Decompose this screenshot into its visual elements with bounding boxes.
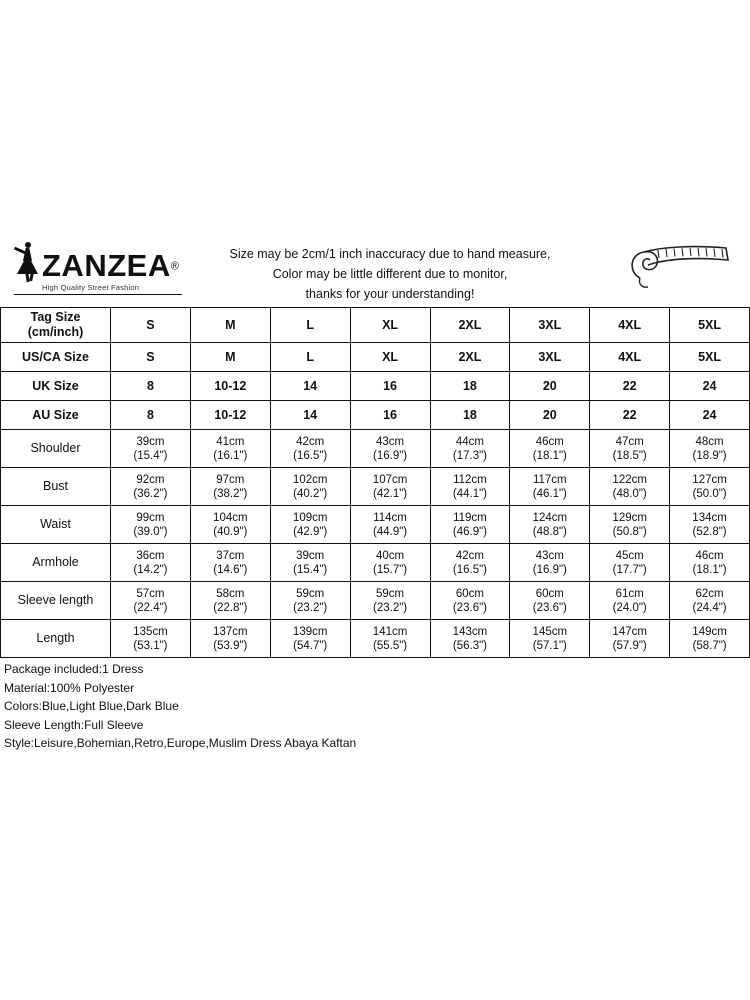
cell: 46cm (18.1") (510, 430, 590, 468)
registered-mark: ® (170, 260, 179, 273)
info-colors: Colors:Blue,Light Blue,Dark Blue (4, 699, 179, 713)
cell: 62cm (24.4") (670, 582, 750, 620)
cell: 61cm (24.0") (590, 582, 670, 620)
row-header-au-size: AU Size (1, 401, 111, 430)
cell: 22 (590, 401, 670, 430)
cell: XL (350, 343, 430, 372)
cell: M (190, 308, 270, 343)
cell: 14 (270, 372, 350, 401)
cell: 39cm (15.4") (270, 544, 350, 582)
cell: 99cm (39.0") (111, 506, 191, 544)
cell: L (270, 343, 350, 372)
cell: S (111, 343, 191, 372)
measuring-tape-icon (622, 238, 732, 300)
table-row-tag-size (1, 308, 750, 343)
cell: 14 (270, 401, 350, 430)
cell: 5XL (670, 343, 750, 372)
cell: L (270, 308, 350, 343)
cell: 97cm (38.2") (190, 468, 270, 506)
row-header-armhole: Armhole (1, 544, 111, 582)
cell: 39cm (15.4") (111, 430, 191, 468)
cell: S (111, 308, 191, 343)
cell: XL (350, 308, 430, 343)
cell: 44cm (17.3") (430, 430, 510, 468)
cell: 10-12 (190, 401, 270, 430)
cell: 3XL (510, 343, 590, 372)
cell: 147cm (57.9") (590, 620, 670, 658)
size-chart-card (0, 232, 750, 757)
cell: 24 (670, 401, 750, 430)
cell: 57cm (22.4") (111, 582, 191, 620)
brand-logo (14, 240, 214, 300)
cell: 45cm (17.7") (590, 544, 670, 582)
cell: 5XL (670, 308, 750, 343)
row-header-tag-size: Tag Size (cm/inch) (1, 308, 111, 343)
cell: 58cm (22.8") (190, 582, 270, 620)
info-package: Package included:1 Dress (4, 662, 144, 676)
cell: 24 (670, 372, 750, 401)
cell: 16 (350, 372, 430, 401)
cell: 143cm (56.3") (430, 620, 510, 658)
row-header-uk-size: UK Size (1, 372, 111, 401)
cell: 40cm (15.7") (350, 544, 430, 582)
cell: 20 (510, 401, 590, 430)
size-table (0, 307, 750, 658)
cell: 60cm (23.6") (430, 582, 510, 620)
table-row-bust (1, 468, 750, 506)
cell: 59cm (23.2") (350, 582, 430, 620)
cell: 129cm (50.8") (590, 506, 670, 544)
cell: 122cm (48.0") (590, 468, 670, 506)
cell: 10-12 (190, 372, 270, 401)
info-sleeve-length: Sleeve Length:Full Sleeve (4, 717, 144, 732)
chart-header (0, 232, 750, 307)
row-header-waist: Waist (1, 506, 111, 544)
table-row-us-ca-size (1, 343, 750, 372)
table-row-armhole (1, 544, 750, 582)
cell: 107cm (42.1") (350, 468, 430, 506)
cell: 37cm (14.6") (190, 544, 270, 582)
cell: 127cm (50.0") (670, 468, 750, 506)
cell: 43cm (16.9") (510, 544, 590, 582)
cell: 102cm (40.2") (270, 468, 350, 506)
cell: 92cm (36.2") (111, 468, 191, 506)
cell: 104cm (40.9") (190, 506, 270, 544)
brand-name: ZANZEA (42, 248, 171, 283)
row-header-shoulder: Shoulder (1, 430, 111, 468)
disclaimer-notes (190, 244, 590, 304)
cell: 8 (111, 401, 191, 430)
table-row-sleeve-length (1, 582, 750, 620)
product-info (0, 658, 750, 757)
cell: 59cm (23.2") (270, 582, 350, 620)
cell: 114cm (44.9") (350, 506, 430, 544)
cell: 109cm (42.9") (270, 506, 350, 544)
disclaimer-line-3: thanks for your understanding! (305, 287, 475, 301)
cell: 149cm (58.7") (670, 620, 750, 658)
cell: 60cm (23.6") (510, 582, 590, 620)
cell: 135cm (53.1") (111, 620, 191, 658)
table-row-au-size (1, 401, 750, 430)
cell: 2XL (430, 308, 510, 343)
cell: 2XL (430, 343, 510, 372)
cell: 46cm (18.1") (670, 544, 750, 582)
row-header-sleeve-length: Sleeve length (1, 582, 111, 620)
cell: M (190, 343, 270, 372)
disclaimer-line-1: Size may be 2cm/1 inch inaccuracy due to hand measure, (229, 247, 551, 261)
cell: 41cm (16.1") (190, 430, 270, 468)
row-header-bust: Bust (1, 468, 111, 506)
cell: 134cm (52.8") (670, 506, 750, 544)
cell: 145cm (57.1") (510, 620, 590, 658)
info-material: Material:100% Polyester (4, 680, 135, 695)
cell: 48cm (18.9") (670, 430, 750, 468)
cell: 42cm (16.5") (270, 430, 350, 468)
cell: 124cm (48.8") (510, 506, 590, 544)
cell: 117cm (46.1") (510, 468, 590, 506)
cell: 119cm (46.9") (430, 506, 510, 544)
cell: 139cm (54.7") (270, 620, 350, 658)
cell: 18 (430, 372, 510, 401)
table-row-shoulder (1, 430, 750, 468)
row-header-length: Length (1, 620, 111, 658)
brand-divider (14, 294, 182, 295)
cell: 3XL (510, 308, 590, 343)
cell: 8 (111, 372, 191, 401)
disclaimer-line-2: Color may be little different due to monitor, (272, 267, 508, 281)
cell: 137cm (53.9") (190, 620, 270, 658)
cell: 43cm (16.9") (350, 430, 430, 468)
cell: 42cm (16.5") (430, 544, 510, 582)
cell: 112cm (44.1") (430, 468, 510, 506)
cell: 16 (350, 401, 430, 430)
table-row-waist (1, 506, 750, 544)
table-row-uk-size (1, 372, 750, 401)
row-header-us-ca-size: US/CA Size (1, 343, 111, 372)
brand-tagline: High Quality Street Fashion (42, 283, 140, 292)
cell: 36cm (14.2") (111, 544, 191, 582)
cell: 20 (510, 372, 590, 401)
cell: 4XL (590, 308, 670, 343)
info-style: Style:Leisure,Bohemian,Retro,Europe,Muslim Dress Abaya Kaftan (4, 736, 357, 750)
woman-silhouette-icon (14, 240, 40, 282)
cell: 22 (590, 372, 670, 401)
cell: 141cm (55.5") (350, 620, 430, 658)
table-row-length (1, 620, 750, 658)
cell: 4XL (590, 343, 670, 372)
cell: 47cm (18.5") (590, 430, 670, 468)
cell: 18 (430, 401, 510, 430)
